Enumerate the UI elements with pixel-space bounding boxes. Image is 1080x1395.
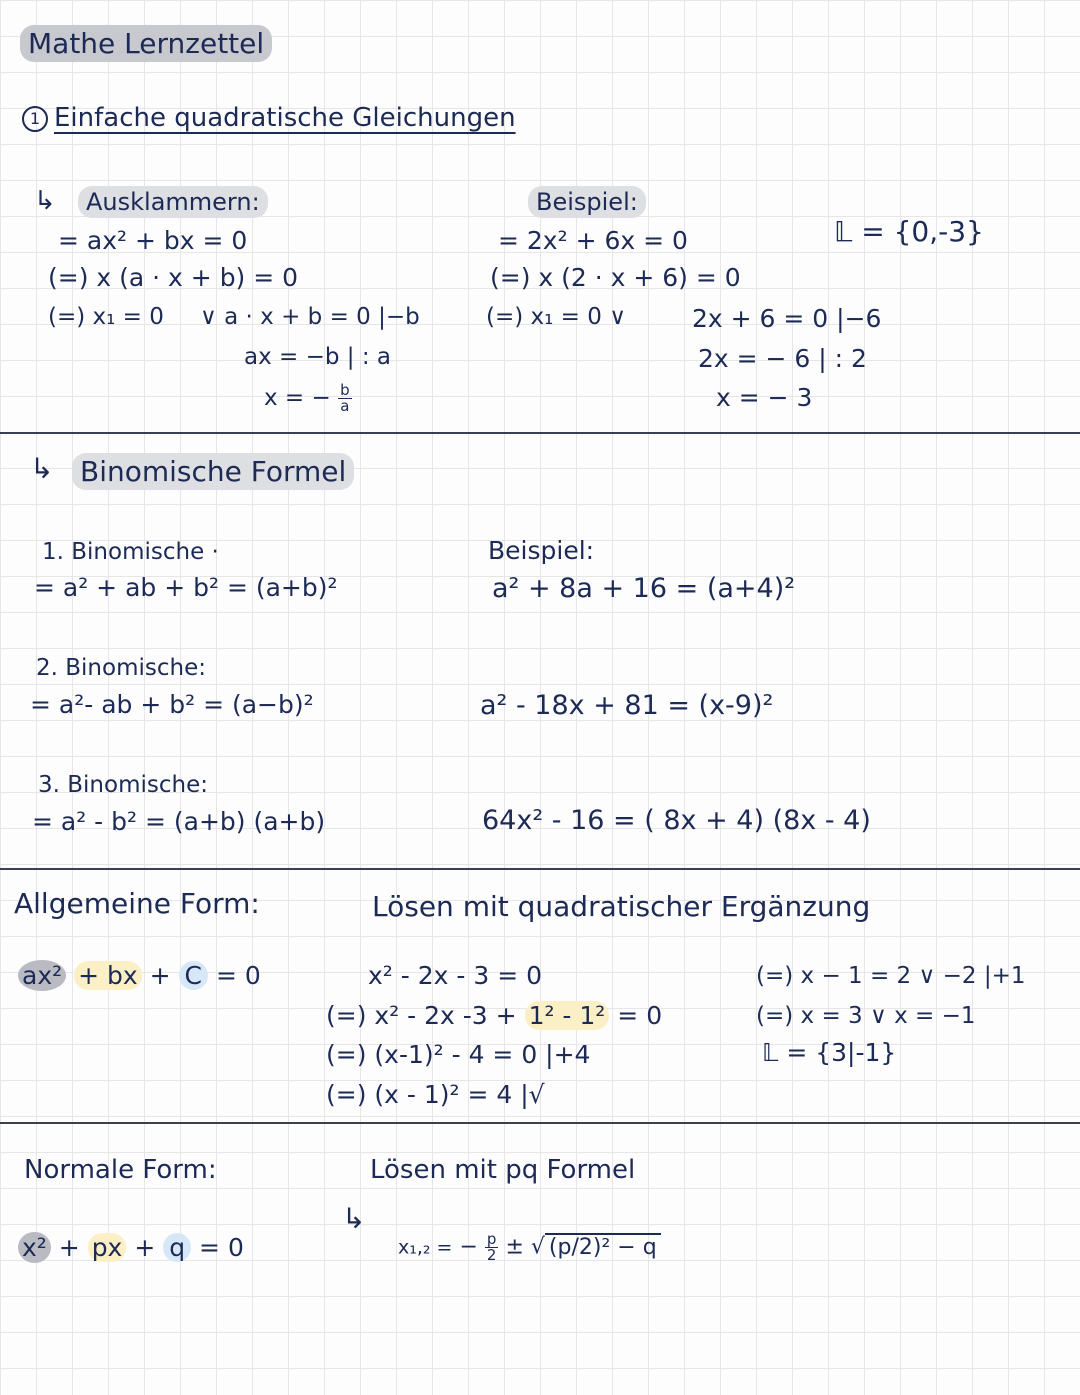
divider [0, 1122, 1080, 1124]
beispiel-line4: 2x = − 6 | : 2 [698, 344, 867, 373]
first-binom-label: 1. Binomische · [42, 539, 219, 565]
qe-right3: 𝕃 = {3|-1} [762, 1038, 897, 1067]
beispiel-line3a: (=) x₁ = 0 ∨ [486, 304, 627, 330]
third-binom-label: 3. Binomische: [38, 772, 208, 798]
beispiel-line3b: 2x + 6 = 0 |−6 [692, 304, 882, 333]
coef-a: ax² [18, 960, 66, 991]
arrow-icon: ↳ [30, 452, 54, 485]
ausklammern-line3a: (=) x₁ = 0 [48, 304, 164, 330]
example-label: Beispiel: [488, 536, 595, 565]
ausklammern-line3b: ∨ a · x + b = 0 |−b [200, 304, 420, 330]
qe-line4: (=) (x - 1)² = 4 |√ [326, 1080, 545, 1109]
section-number-badge: 1 [22, 106, 48, 132]
qe-right1: (=) x − 1 = 2 ∨ −2 |+1 [756, 963, 1026, 989]
arrow-icon: ↳ [342, 1202, 366, 1235]
divider [0, 868, 1080, 870]
divider [0, 432, 1080, 434]
example1: a² + 8a + 16 = (a+4)² [492, 573, 796, 604]
second-binom-formula: = a²- ab + b² = (a−b)² [30, 690, 314, 719]
allgemeine-form-label: Allgemeine Form: [14, 887, 260, 920]
coef-x2: x² [18, 1232, 51, 1263]
ausklammern-line2: (=) x (a · x + b) = 0 [48, 263, 299, 292]
sqrt-icon: √ [530, 1234, 545, 1260]
pq-heading: Lösen mit pq Formel [370, 1155, 636, 1185]
section1-heading: 1 Einfache quadratische Gleichungen [22, 105, 516, 132]
coef-b: + bx [74, 961, 142, 990]
general-form-equation: ax² + bx + C = 0 [18, 963, 261, 988]
example2: a² - 18x + 81 = (x-9)² [480, 690, 774, 721]
sqrt-content: (p/2)² − q [545, 1233, 661, 1260]
qe-line3: (=) (x-1)² - 4 = 0 |+4 [326, 1040, 591, 1069]
qe-right2: (=) x = 3 ∨ x = −1 [756, 1003, 976, 1029]
normal-form-equation: x² + px + q = 0 [18, 1235, 244, 1260]
beispiel-line5: x = − 3 [716, 383, 813, 412]
first-binom-formula: = a² + ab + b² = (a+b)² [34, 573, 338, 602]
fraction-b-over-a: $\frac{b}{a}$ [340, 381, 350, 415]
ausklammern-line4: ax = −b | : a [244, 344, 391, 370]
coef-c: C [179, 961, 208, 990]
ausklammern-line5: x = − $\frac{b}{a}$ [264, 381, 350, 415]
page-title: Mathe Lernzettel [20, 30, 272, 58]
ausklammern-label: Ausklammern: [78, 190, 268, 214]
qe-line1: x² - 2x - 3 = 0 [368, 961, 542, 990]
beispiel-solution: 𝕃 = {0,-3} [834, 215, 984, 248]
qe-line2: (=) x² - 2x -3 + 1² - 1² = 0 [326, 1001, 663, 1030]
normale-form-label: Normale Form: [24, 1155, 217, 1185]
ausklammern-line1: = ax² + bx = 0 [58, 226, 248, 255]
beispiel-line2: (=) x (2 · x + 6) = 0 [490, 263, 741, 292]
coef-p: px [88, 1233, 127, 1262]
qe-heading: Lösen mit quadratischer Ergänzung [372, 890, 871, 923]
arrow-icon: ↳ [34, 186, 56, 216]
third-binom-formula: = a² - b² = (a+b) (a+b) [32, 807, 326, 836]
pq-formula: x₁,₂ = − $\frac{p}{2}$ ± √ (p/2)² − q [398, 1232, 661, 1263]
binomische-heading: Binomische Formel [72, 458, 354, 486]
beispiel-line1: = 2x² + 6x = 0 [498, 226, 688, 255]
second-binom-label: 2. Binomische: [36, 655, 206, 681]
fraction-p-over-2: $\frac{p}{2}$ [486, 1230, 497, 1264]
coef-q: q [163, 1233, 191, 1262]
example3: 64x² - 16 = ( 8x + 4) (8x - 4) [482, 805, 871, 836]
beispiel-label: Beispiel: [528, 190, 646, 214]
